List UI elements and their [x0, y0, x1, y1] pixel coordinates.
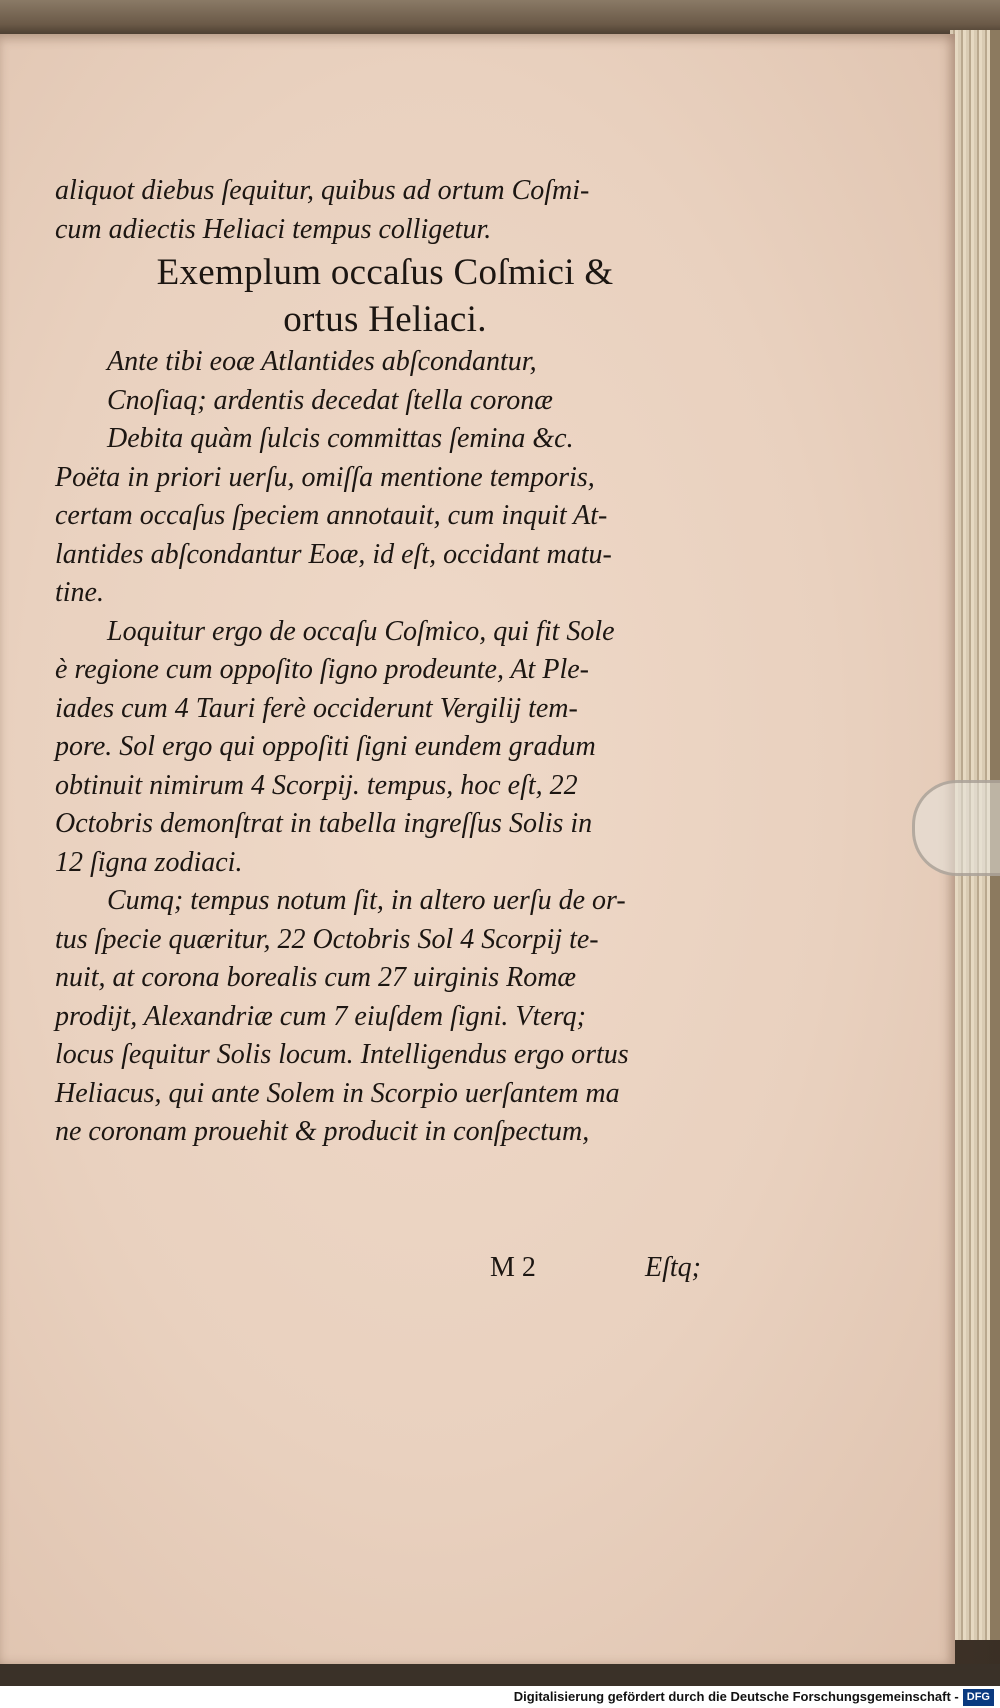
section-heading: Exemplum occaſus Coſmici &: [156, 252, 614, 293]
text-line: iades cum 4 Tauri ferè occiderunt Vergilij tem-: [55, 692, 578, 724]
text-line: cum adiectis Heliaci tempus colligetur.: [55, 213, 492, 245]
page-text-block: [55, 172, 715, 1152]
text-line: pore. Sol ergo qui oppoſiti ſigni eundem gradum: [55, 731, 596, 762]
text-line: nuit, at corona borealis cum 27 uirginis Romæ: [55, 962, 577, 993]
dfg-logo: DFG: [963, 1689, 994, 1706]
paragraph-start-line: Loquitur ergo de occaſu Coſmico, qui fit Sole: [107, 615, 615, 647]
verse-line: Ante tibi eoæ Atlantides abſcondantur,: [107, 346, 537, 377]
text-line: certam occaſus ſpeciem annotauit, cum inquit At-: [55, 500, 608, 531]
text-line: obtinuit nimirum 4 Scorpij. tempus, hoc eſt, 22: [55, 769, 578, 801]
text-line: tine.: [55, 577, 104, 608]
page-clip: [912, 780, 1000, 876]
text-line: Poëta in priori uerſu, omiſſa mentione temporis,: [55, 461, 595, 493]
verse-line: Debita quàm ſulcis committas ſemina &c.: [107, 423, 574, 454]
text-line: Octobris demonſtrat in tabella ingreſſus Solis in: [55, 808, 593, 839]
book-page: [0, 34, 955, 1664]
section-heading: ortus Heliaci.: [283, 299, 487, 340]
page-footer: [490, 1252, 710, 1292]
text-line: prodijt, Alexandriæ cum 7 eiuſdem ſigni. Vterq;: [55, 1000, 586, 1032]
signature-mark: M 2: [490, 1252, 536, 1283]
catchword: Eſtq;: [645, 1252, 701, 1283]
text-line: locus ſequitur Solis locum. Intelligendus ergo ortus: [55, 1039, 629, 1070]
text-line: Heliacus, qui ante Solem in Scorpio uerſantem ma: [55, 1077, 620, 1109]
paragraph-start-line: Cumq; tempus notum ſit, in altero uerſu de or-: [107, 885, 626, 916]
text-line: 12 ſigna zodiaci.: [55, 846, 243, 878]
verse-line: Cnoſiaq; ardentis decedat ſtella coronæ: [107, 384, 553, 416]
text-line: ne coronam prouehit & producit in conſpectum,: [55, 1116, 590, 1147]
text-line: tus ſpecie quæritur, 22 Octobris Sol 4 Scorpij te-: [55, 923, 599, 955]
text-line: lantides abſcondantur Eoæ, id eſt, occidant matu-: [55, 538, 612, 570]
text-line: aliquot diebus ſequitur, quibus ad ortum Coſmi-: [55, 175, 590, 206]
text-line: è regione cum oppoſito ſigno prodeunte, At Ple-: [55, 654, 589, 685]
digitization-credit: [0, 1686, 1000, 1708]
credit-text: Digitalisierung gefördert durch die Deutsche Forschungsgemeinschaft -: [513, 1689, 959, 1704]
book-bottom-edge: [0, 1664, 1000, 1686]
